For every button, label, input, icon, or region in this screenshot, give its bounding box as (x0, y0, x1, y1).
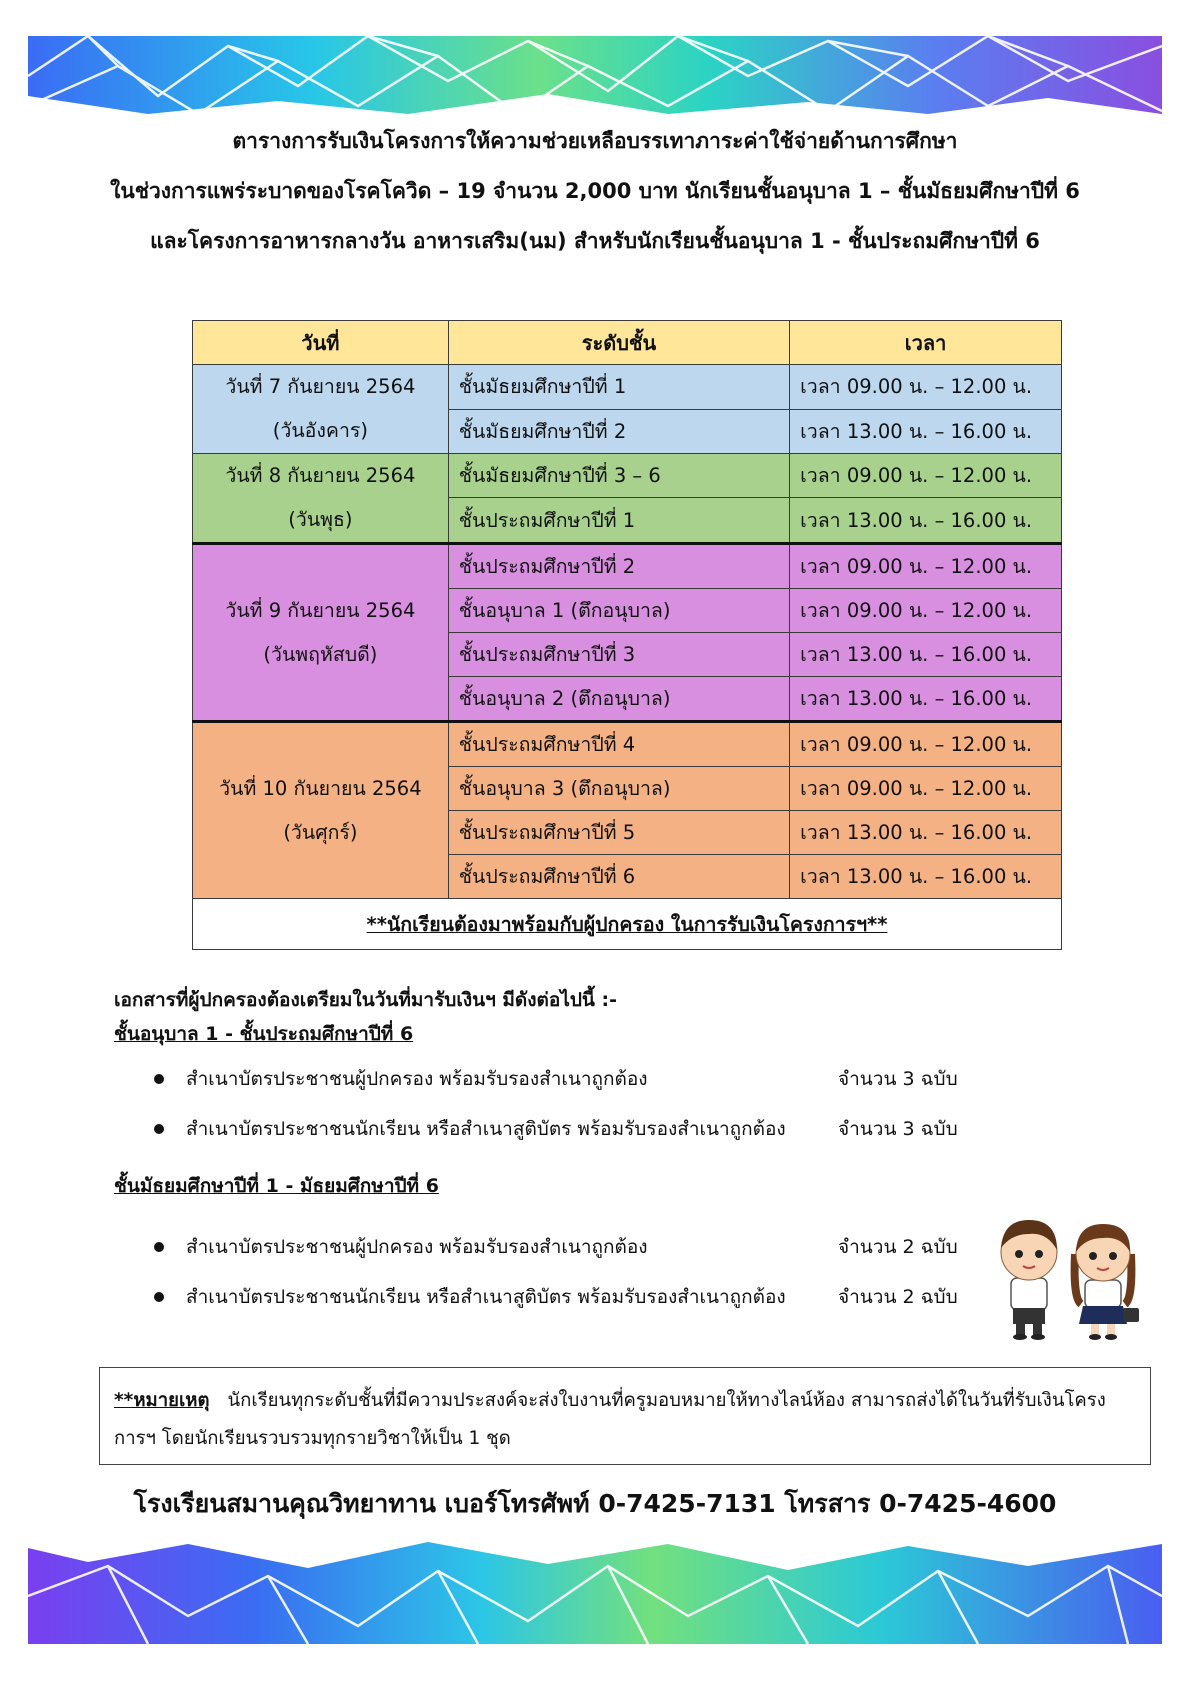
table-row (193, 365, 1062, 410)
level-cell: ชั้นประถมศึกษาปีที่ 5 (448, 811, 789, 855)
time-cell: เวลา 13.00 น. – 16.00 น. (790, 498, 1062, 544)
document-text: สำเนาบัตรประชาชนนักเรียน หรือสำเนาสูติบัตร พร้อมรับรองสำเนาถูกต้อง (186, 1118, 786, 1140)
bullet-icon (154, 1242, 164, 1252)
header-level: ระดับชั้น (448, 321, 789, 365)
document-amount: จำนวน 2 ฉบับ (838, 1286, 958, 1308)
table-row (193, 454, 1062, 498)
time-cell: เวลา 13.00 น. – 16.00 น. (790, 811, 1062, 855)
document-text: สำเนาบัตรประชาชนผู้ปกครอง พร้อมรับรองสำเนาถูกต้อง (186, 1236, 648, 1258)
list-item (114, 1054, 1014, 1104)
bullet-icon (154, 1074, 164, 1084)
school-contact-footer: โรงเรียนสมานคุณวิทยาทาน เบอร์โทรศัพท์ 0-7425-7131 โทรสาร 0-7425-4600 (133, 1489, 1057, 1518)
level-cell: ชั้นประถมศึกษาปีที่ 4 (448, 722, 789, 767)
level-cell: ชั้นมัธยมศึกษาปีที่ 3 – 6 (448, 454, 789, 498)
level-cell: ชั้นประถมศึกษาปีที่ 1 (448, 498, 789, 544)
date-cell (193, 365, 449, 454)
level-cell: ชั้นอนุบาล 2 (ตึกอนุบาล) (448, 677, 789, 722)
payment-schedule-table (192, 320, 1062, 950)
day-text: (วันพฤหัสบดี) (263, 642, 378, 666)
table-note-row (193, 899, 1062, 950)
level-cell: ชั้นอนุบาล 1 (ตึกอนุบาล) (448, 589, 789, 633)
day-text: (วันพุธ) (288, 508, 353, 531)
girl-figure (1075, 1224, 1139, 1340)
day-text: (วันศุกร์) (283, 820, 358, 844)
level-cell: ชั้นมัธยมศึกษาปีที่ 1 (448, 365, 789, 410)
title-line-1: ตารางการรับเงินโครงการให้ความช่วยเหลือบรรเทาภาระค่าใช้จ่ายด้านการศึกษา (232, 129, 958, 153)
time-cell: เวลา 09.00 น. – 12.00 น. (790, 365, 1062, 410)
time-cell: เวลา 09.00 น. – 12.00 น. (790, 722, 1062, 767)
time-cell: เวลา 09.00 น. – 12.00 น. (790, 454, 1062, 498)
boy-figure (1001, 1220, 1057, 1340)
header-time: เวลา (790, 321, 1062, 365)
date-cell (193, 722, 449, 899)
time-cell: เวลา 09.00 น. – 12.00 น. (790, 589, 1062, 633)
level-cell: ชั้นมัธยมศึกษาปีที่ 2 (448, 409, 789, 454)
bottom-decorative-banner (28, 1536, 1162, 1644)
remark-box (99, 1367, 1151, 1465)
time-cell: เวลา 13.00 น. – 16.00 น. (790, 855, 1062, 899)
time-cell: เวลา 09.00 น. – 12.00 น. (790, 544, 1062, 589)
list-item (114, 1272, 1014, 1322)
bullet-icon (154, 1124, 164, 1134)
date-text: วันที่ 8 กันยายน 2564 (225, 464, 416, 487)
required-documents (114, 986, 1014, 1322)
date-cell (193, 454, 449, 544)
list-item (114, 1104, 1014, 1154)
level-cell: ชั้นประถมศึกษาปีที่ 6 (448, 855, 789, 899)
header-date: วันที่ (193, 321, 449, 365)
title-line-2: ในช่วงการแพร่ระบาดของโรคโควิด – 19 จำนวน 2,000 บาท นักเรียนชั้นอนุบาล 1 – ชั้นมัธยมศึกษาปีที่ 6 (110, 179, 1080, 203)
time-cell: เวลา 09.00 น. – 12.00 น. (790, 767, 1062, 811)
level-cell: ชั้นอนุบาล 3 (ตึกอนุบาล) (448, 767, 789, 811)
top-decorative-banner (28, 36, 1162, 114)
remark-text: นักเรียนทุกระดับชั้นที่มีความประสงค์จะส่งใบงานที่ครูมอบหมายให้ทางไลน์ห้อง สามารถส่งได้ในวันที่รับเงินโครงการฯ โดยนักเรียนรวบรวมทุกรายวิชาให้เป็น 1 ชุด (114, 1390, 1106, 1449)
document-title (0, 116, 1190, 266)
document-text: สำเนาบัตรประชาชนนักเรียน หรือสำเนาสูติบัตร พร้อมรับรองสำเนาถูกต้อง (186, 1286, 786, 1308)
day-text: (วันอังคาร) (272, 419, 368, 442)
date-text: วันที่ 7 กันยายน 2564 (225, 375, 416, 398)
time-cell: เวลา 13.00 น. – 16.00 น. (790, 677, 1062, 722)
date-cell (193, 544, 449, 722)
remark-label: **หมายเหตุ (114, 1390, 210, 1411)
date-text: วันที่ 10 กันยายน 2564 (219, 776, 422, 800)
time-cell: เวลา 13.00 น. – 16.00 น. (790, 633, 1062, 677)
title-line-3: และโครงการอาหารกลางวัน อาหารเสริม(นม) สำหรับนักเรียนชั้นอนุบาล 1 - ชั้นประถมศึกษาปีที่ 6 (150, 229, 1040, 253)
level-cell: ชั้นประถมศึกษาปีที่ 2 (448, 544, 789, 589)
date-text: วันที่ 9 กันยายน 2564 (225, 598, 416, 622)
table-row (193, 544, 1062, 589)
level-cell: ชั้นประถมศึกษาปีที่ 3 (448, 633, 789, 677)
documents-heading: เอกสารที่ผู้ปกครองต้องเตรียมในวันที่มารับเงินฯ มีดังต่อไปนี้ :- (114, 989, 617, 1011)
guardian-note: **นักเรียนต้องมาพร้อมกับผู้ปกครอง ในการรับเงินโครงการฯ** (193, 899, 1062, 950)
table-row (193, 722, 1062, 767)
table-header-row (193, 321, 1062, 365)
bullet-icon (154, 1292, 164, 1302)
students-illustration (985, 1208, 1155, 1340)
document-amount: จำนวน 3 ฉบับ (838, 1118, 958, 1140)
document-text: สำเนาบัตรประชาชนผู้ปกครอง พร้อมรับรองสำเนาถูกต้อง (186, 1068, 648, 1090)
list-item (114, 1222, 1014, 1272)
section-title: ชั้นมัธยมศึกษาปีที่ 1 - มัธยมศึกษาปีที่ 6 (114, 1175, 439, 1197)
section-title: ชั้นอนุบาล 1 - ชั้นประถมศึกษาปีที่ 6 (114, 1023, 414, 1045)
document-amount: จำนวน 2 ฉบับ (838, 1236, 958, 1258)
time-cell: เวลา 13.00 น. – 16.00 น. (790, 409, 1062, 454)
document-amount: จำนวน 3 ฉบับ (838, 1068, 958, 1090)
